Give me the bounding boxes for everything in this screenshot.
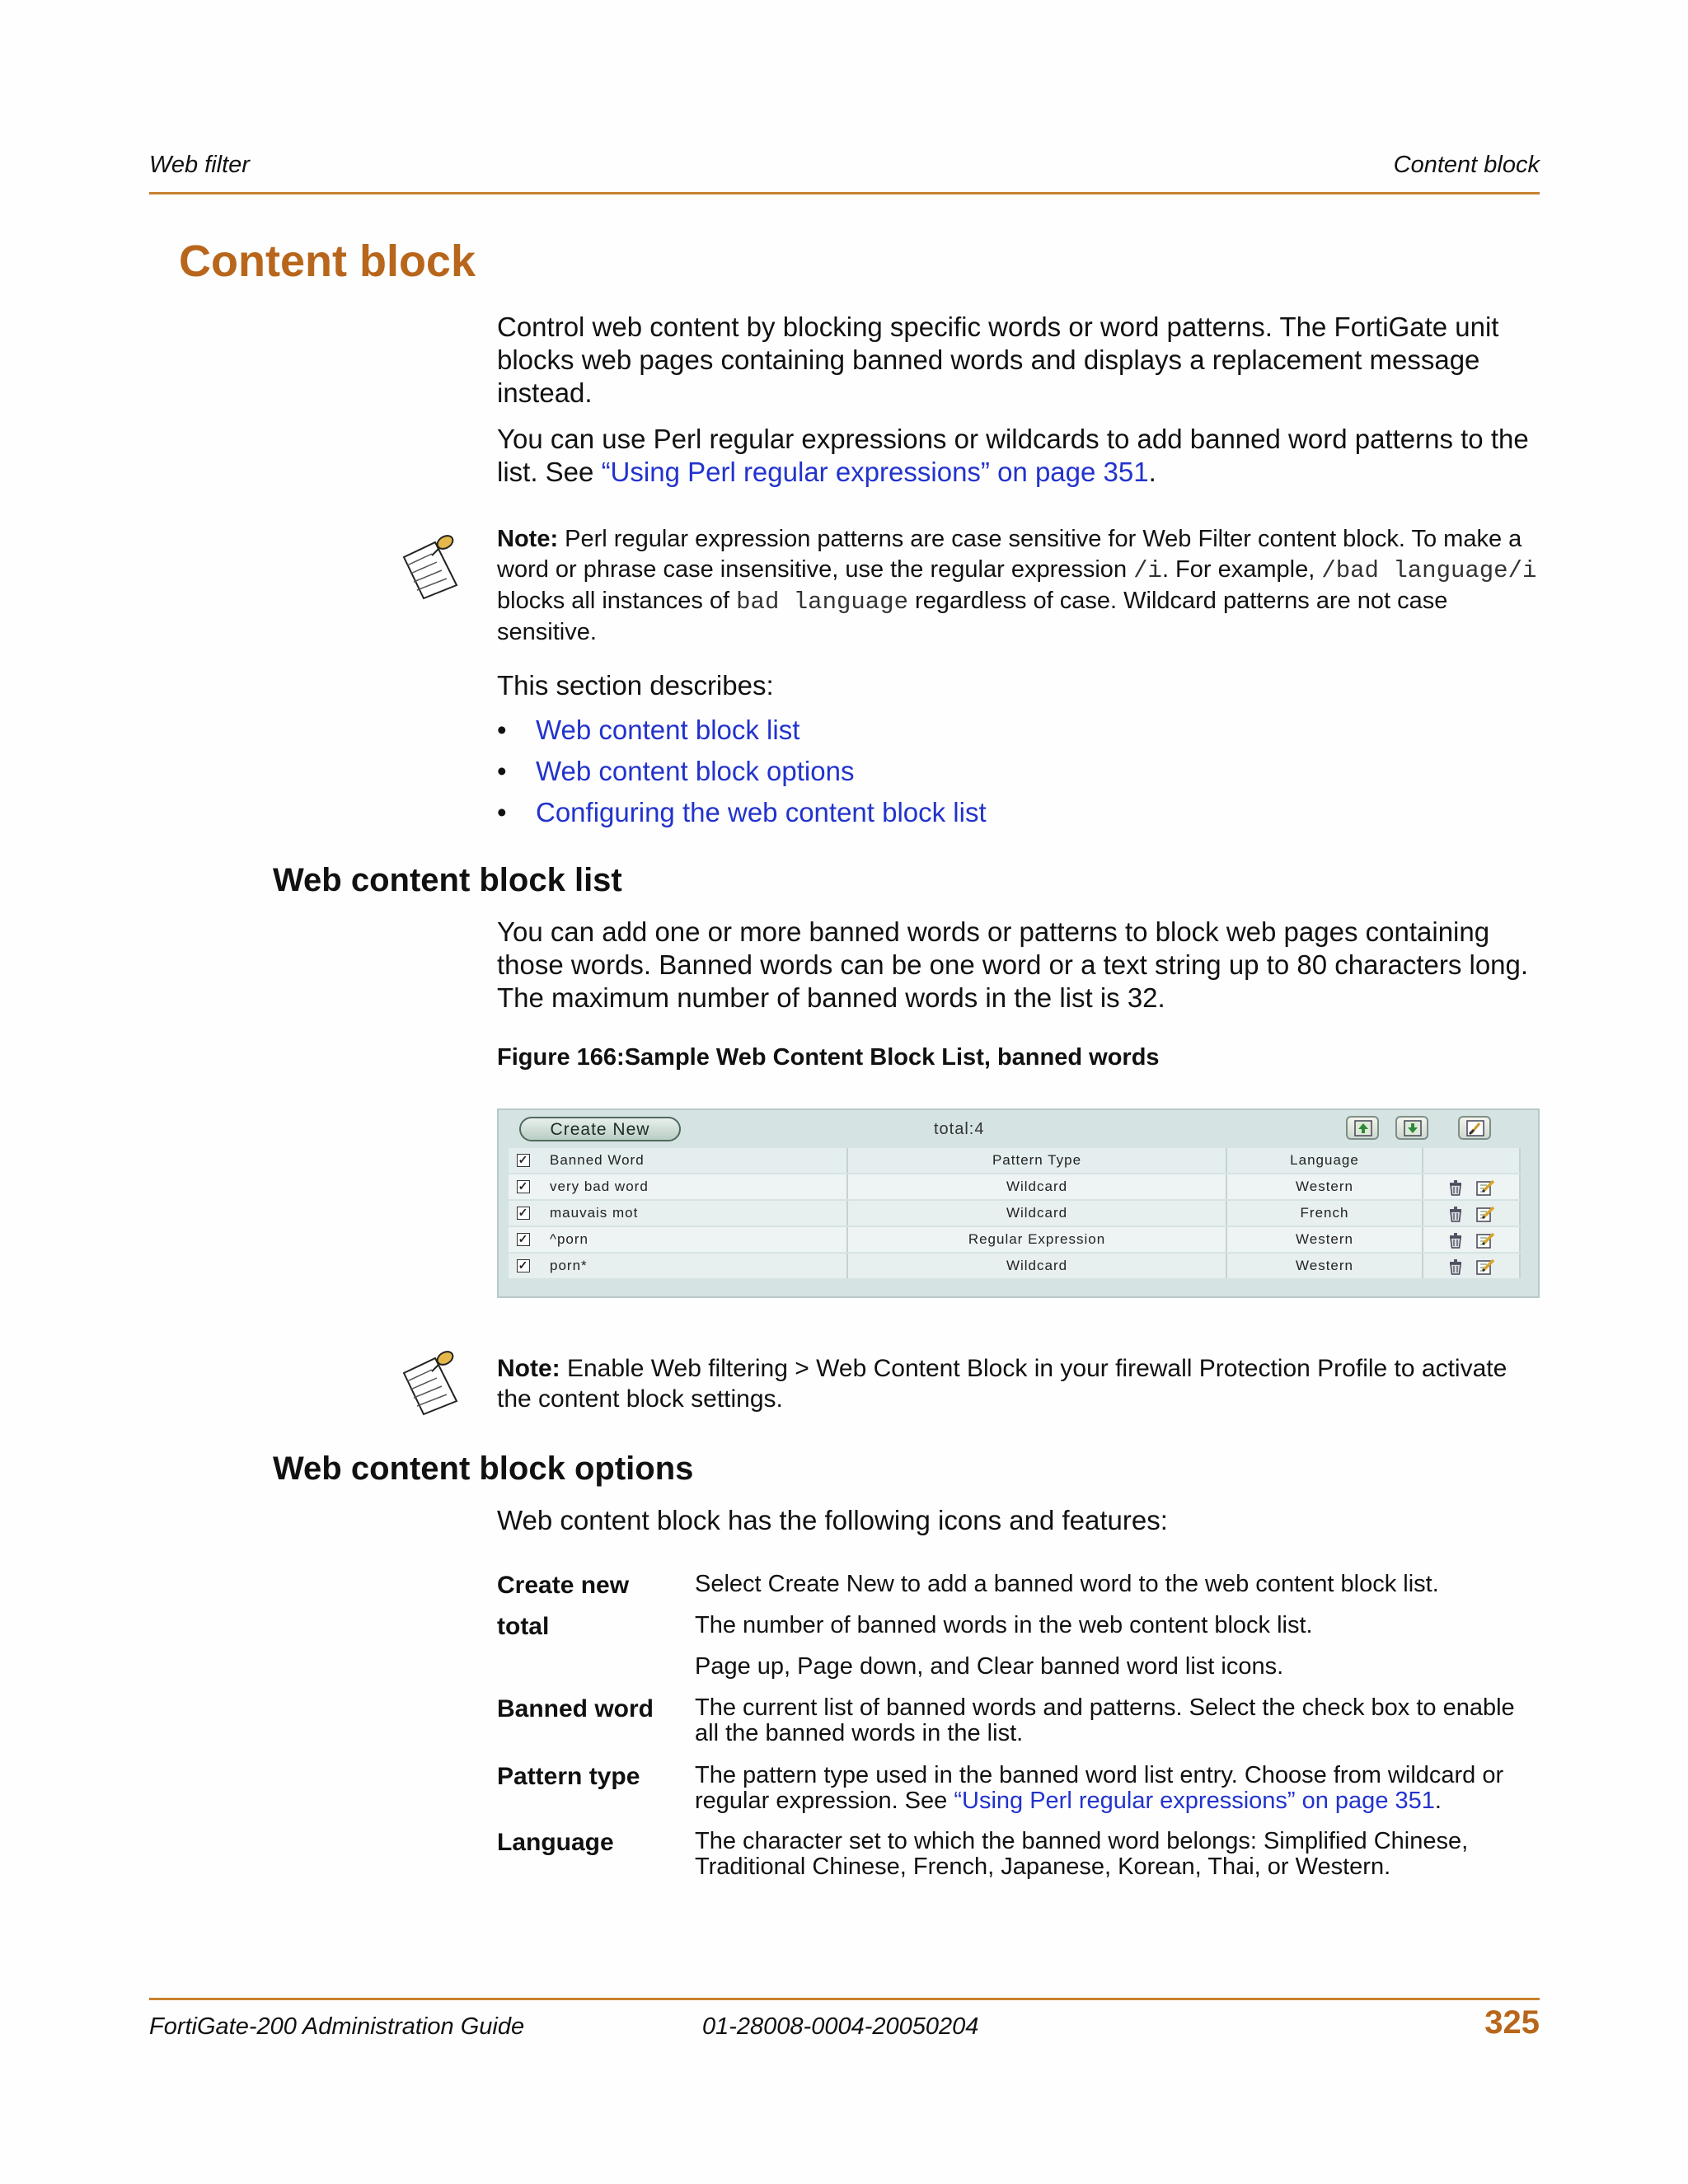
note-2 bbox=[497, 1353, 1540, 1414]
footer-guide-title: FortiGate-200 Administration Guide bbox=[149, 2013, 525, 2040]
note-text: Enable Web filtering > Web Content Block in your firewall Protection Profile to activate the content block settings. bbox=[497, 1355, 1507, 1413]
list-body: You can add one or more banned words or patterns to block web pages containing those words. Banned words can be one word or a text string up to 80 characters long. The maximum number of banned words in the list is 32. bbox=[497, 916, 1529, 1013]
intro-text-2 bbox=[497, 423, 1540, 489]
actions-cell bbox=[1423, 1227, 1521, 1252]
delete-icon[interactable] bbox=[1447, 1231, 1465, 1249]
table-header-row bbox=[509, 1148, 1521, 1173]
edit-icon[interactable] bbox=[1476, 1231, 1496, 1249]
running-header-right: Content block bbox=[1393, 152, 1540, 178]
banned-word-text: mauvais mot bbox=[550, 1205, 639, 1221]
pattern-type-cell: Wildcard bbox=[848, 1174, 1227, 1199]
clear-list-button[interactable] bbox=[1458, 1116, 1491, 1140]
row-checkbox[interactable]: ✓ bbox=[518, 1206, 529, 1219]
edit-icon[interactable] bbox=[1476, 1258, 1496, 1276]
page-down-icon bbox=[1404, 1120, 1422, 1137]
note-text: Perl regular expression patterns are case sensitive for Web Filter content block. To make a word or phrase case insensitive, use the regular expression bbox=[497, 526, 1522, 583]
table-row bbox=[509, 1227, 1521, 1252]
intro-p2-end: . bbox=[1148, 457, 1156, 487]
def-term: total bbox=[497, 1613, 550, 1640]
language-cell: French bbox=[1227, 1201, 1423, 1226]
note-code: bad language bbox=[736, 588, 908, 616]
toc-link[interactable]: Web content block list bbox=[536, 715, 800, 745]
delete-icon[interactable] bbox=[1447, 1179, 1465, 1197]
bullet-dot: • bbox=[497, 715, 507, 745]
clear-list-icon bbox=[1466, 1120, 1484, 1137]
select-all-checkbox[interactable]: ✓ bbox=[518, 1153, 529, 1166]
page-down-button[interactable] bbox=[1395, 1116, 1428, 1140]
note-text: regardless of case. Wildcard patterns are not case sensitive. bbox=[497, 588, 1448, 645]
perl-regex-link[interactable]: “Using Perl regular expressions” on page 351 bbox=[601, 457, 1149, 487]
note-text: . For example, bbox=[1161, 556, 1322, 583]
content-block-screenshot bbox=[497, 1108, 1540, 1298]
delete-icon[interactable] bbox=[1447, 1258, 1465, 1276]
def-term: Banned word bbox=[497, 1695, 654, 1722]
banned-word-text: very bad word bbox=[550, 1179, 649, 1194]
figure-caption: Figure 166:Sample Web Content Block List, banned words bbox=[497, 1044, 1160, 1071]
toc-link[interactable]: Configuring the web content block list bbox=[536, 797, 987, 827]
column-header-label: Banned Word bbox=[550, 1152, 645, 1168]
intro-p2-text: You can use Perl regular expressions or wildcards to add banned word patterns to the list. See bbox=[497, 424, 1529, 487]
edit-icon[interactable] bbox=[1476, 1179, 1496, 1197]
banned-word-cell bbox=[509, 1201, 848, 1226]
table-row bbox=[509, 1254, 1521, 1278]
bullet-dot: • bbox=[497, 797, 507, 827]
actions-cell bbox=[1423, 1254, 1521, 1278]
create-new-button[interactable]: Create New bbox=[519, 1117, 681, 1141]
row-checkbox[interactable]: ✓ bbox=[518, 1258, 529, 1272]
def-term: Pattern type bbox=[497, 1763, 640, 1790]
column-header-language: Language bbox=[1227, 1148, 1423, 1173]
intro-paragraph-1 bbox=[497, 311, 1540, 410]
language-cell: Western bbox=[1227, 1254, 1423, 1278]
row-checkbox[interactable]: ✓ bbox=[518, 1179, 529, 1193]
def-text: The pattern type used in the banned word list entry. Choose from wildcard or regular expression. See bbox=[695, 1762, 1504, 1814]
def-desc: Select Create New to add a banned word to the web content block list. bbox=[695, 1571, 1439, 1597]
section-intro: This section describes: bbox=[497, 670, 774, 701]
banned-word-cell bbox=[509, 1227, 848, 1252]
language-cell: Western bbox=[1227, 1174, 1423, 1199]
toc-link[interactable]: Web content block options bbox=[536, 756, 855, 786]
actions-cell bbox=[1423, 1201, 1521, 1226]
banned-word-cell bbox=[509, 1174, 848, 1199]
def-desc bbox=[695, 1763, 1540, 1814]
bullet-dot: • bbox=[497, 756, 507, 786]
def-desc: The current list of banned words and patterns. Select the check box to enable all the banned words in the list. bbox=[695, 1694, 1515, 1746]
def-text: . bbox=[1434, 1788, 1442, 1814]
note-code: /bad language/i bbox=[1321, 557, 1537, 584]
page-title: Content block bbox=[179, 237, 476, 286]
table-row bbox=[509, 1201, 1521, 1226]
perl-regex-link[interactable]: “Using Perl regular expressions” on page 351 bbox=[954, 1788, 1435, 1814]
pattern-type-cell: Wildcard bbox=[848, 1254, 1227, 1278]
options-body: Web content block has the following icons and features: bbox=[497, 1505, 1168, 1535]
note-label: Note: bbox=[497, 526, 559, 552]
note-pushpin-icon bbox=[399, 1348, 465, 1418]
table-row bbox=[509, 1174, 1521, 1199]
page-up-icon bbox=[1354, 1120, 1372, 1137]
section-heading-list: Web content block list bbox=[273, 862, 622, 898]
header-rule bbox=[149, 192, 1540, 194]
banned-word-text: porn* bbox=[550, 1258, 588, 1273]
delete-icon[interactable] bbox=[1447, 1205, 1465, 1223]
language-cell: Western bbox=[1227, 1227, 1423, 1252]
section-heading-options: Web content block options bbox=[273, 1451, 694, 1487]
note-text: blocks all instances of bbox=[497, 588, 737, 614]
def-desc: Page up, Page down, and Clear banned word list icons. bbox=[695, 1653, 1284, 1680]
banned-word-cell bbox=[509, 1254, 848, 1278]
row-checkbox[interactable]: ✓ bbox=[518, 1232, 529, 1245]
figure-toolbar bbox=[499, 1110, 1538, 1146]
page-up-button[interactable] bbox=[1346, 1116, 1379, 1140]
note-pushpin-icon bbox=[399, 532, 465, 602]
column-header-pattern-type: Pattern Type bbox=[848, 1148, 1227, 1173]
pattern-type-cell: Regular Expression bbox=[848, 1227, 1227, 1252]
pattern-type-cell: Wildcard bbox=[848, 1201, 1227, 1226]
banned-word-text: ^porn bbox=[550, 1231, 589, 1247]
footer-rule bbox=[149, 1998, 1540, 2000]
def-term: Create new bbox=[497, 1572, 630, 1599]
note-code: /i bbox=[1133, 557, 1162, 584]
edit-icon[interactable] bbox=[1476, 1205, 1496, 1223]
page-number: 325 bbox=[1484, 2004, 1540, 2041]
actions-cell bbox=[1423, 1174, 1521, 1199]
column-header-actions bbox=[1423, 1148, 1521, 1173]
def-desc: The character set to which the banned word belongs: Simplified Chinese, Traditional Chinese, French, Japanese, Korean, Thai, or Western. bbox=[695, 1828, 1469, 1880]
intro-text: Control web content by blocking specific words or word patterns. The FortiGate unit blocks web pages containing banned words and displays a replacement message instead. bbox=[497, 312, 1499, 408]
footer-doc-id: 01-28008-0004-20050204 bbox=[702, 2013, 979, 2040]
total-count: total:4 bbox=[934, 1120, 985, 1138]
def-desc: The number of banned words in the web content block list. bbox=[695, 1612, 1313, 1638]
note-label: Note: bbox=[497, 1355, 560, 1382]
note-1 bbox=[497, 524, 1540, 648]
def-term: Language bbox=[497, 1829, 614, 1856]
column-header-banned-word bbox=[509, 1148, 848, 1173]
intro-paragraph-2 bbox=[497, 423, 1540, 489]
running-header-left: Web filter bbox=[149, 152, 250, 178]
